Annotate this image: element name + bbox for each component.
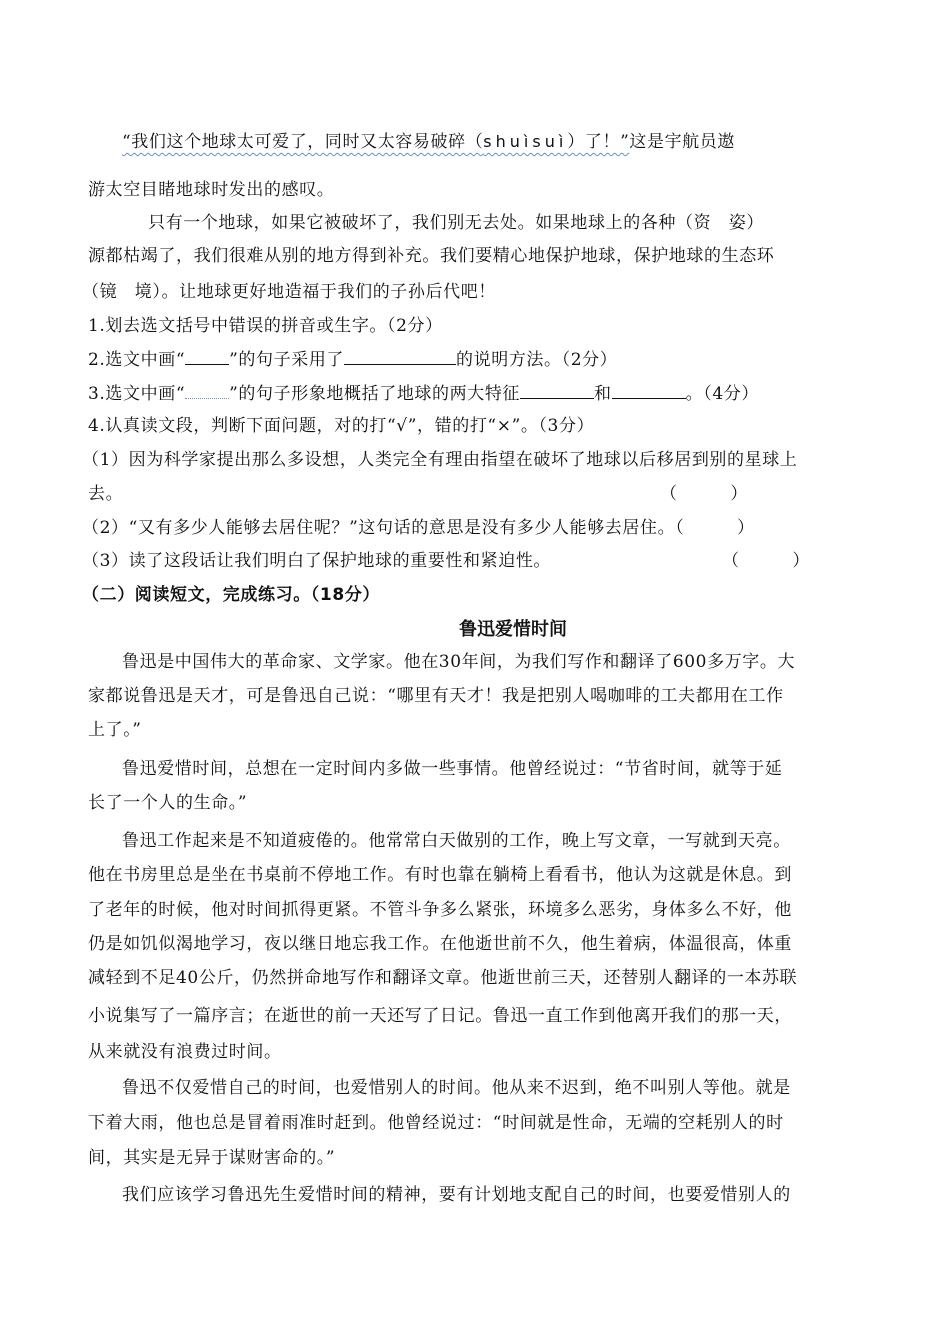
article-p3-l4: 仍是如饥似渴地学习，夜以继日地忘我工作。在他逝世前不久，他生着病，体温很高，体重 [88,934,792,954]
article-p3-l6: 小说集写了一篇序言；在逝世的前一天还写了日记。鲁迅一直工作到他离开我们的那一天， [88,1006,792,1026]
question-3 [88,380,868,406]
sentence-part: ）了！” [567,132,630,152]
q3-text: 3.选文中画“ [88,384,186,404]
passage1-line5: （镜 境）。让地球更好地造福于我们的子孙后代吧！ [82,282,496,302]
article-p3-l5: 减轻到不足40公斤，仍然拼命地写作和翻译文章。他逝世前三天，还替别人翻译的一本苏联 [88,968,798,988]
question-4-3 [82,549,862,573]
section2-heading: （二）阅读短文，完成练习。（18分） [82,585,380,605]
article-p1-l1: 鲁迅是中国伟大的革命家、文学家。他在30年间，为我们写作和翻译了600多万字。大 [122,652,796,672]
question-4: 4.认真读文段，判断下面问题，对的打“√”，错的打“×”。（3分） [88,416,595,436]
article-p2-l2: 长了一个人的生命。” [88,793,248,813]
q4-1-text: 去。 [88,484,124,504]
answer-paren[interactable]: （ ） [675,518,755,538]
answer-blank[interactable] [520,380,594,399]
answer-paren[interactable]: （ ） [722,551,810,571]
passage1-line3: 只有一个地球，如果它被破坏了，我们别无去处。如果地球上的各种（资 姿） [148,213,764,233]
answer-blank[interactable] [344,346,456,365]
article-p4-l3: 间，其实是无异于谋财害命的。” [88,1148,336,1168]
underline-sample [185,346,229,365]
q3-text: 和 [594,384,612,404]
article-p3-l2: 他在书房里总是坐在书桌前不停地工作。有时也靠在躺椅上看看书，他认为这就是休息。到 [88,865,792,885]
article-p5-l1: 我们应该学习鲁迅先生爱惜时间的精神，要有计划地支配自己的时间，也要爱惜别人的 [122,1185,791,1205]
sentence-part: “我们这个地球太可爱了，同时又太容易破碎（ [122,132,484,152]
wavy-underlined-sentence [122,132,629,152]
question-4-1: （1）因为科学家提出那么多设想，人类完全有理由指望在破坏了地球以后移居到别的星球上 [82,450,798,470]
q3-text: ”的句子形象地概括了地球的两大特征 [229,384,521,404]
article-p2-l1: 鲁迅爱惜时间，总想在一定时间内多做一些事情。他曾经说过：“节省时间，就等于延 [122,759,783,779]
q3-text: 。（4分） [685,384,759,404]
passage1-line2: 游太空目睹地球时发出的感叹。 [88,180,335,200]
question-4-1-cont [88,482,868,506]
article-p3-l1: 鲁迅工作起来是不知道疲倦的。他常常白天做别的工作，晚上写文章，一写就到天亮。 [122,831,791,851]
article-p1-l3: 上了。” [88,720,142,740]
q4-2-text: （2）“又有多少人能够去居住呢？”这句话的意思是没有多少人能够去居住。 [82,518,676,538]
question-2 [88,346,868,372]
article-p3-l3: 了老年的时候，他对时间抓得更紧。不管斗争多么紧张，环境多么恶劣，身体多么不好，他 [88,900,792,920]
answer-blank[interactable] [612,380,686,399]
article-p4-l1: 鲁迅不仅爱惜自己的时间，也爱惜别人的时间。他从来不迟到，绝不叫别人等他。就是 [122,1078,791,1098]
q4-3-text: （3）读了这段话让我们明白了保护地球的重要性和紧迫性。 [82,551,552,571]
article-p3-l7: 从来就没有浪费过时间。 [88,1042,282,1062]
question-1: 1.划去选文括号中错误的拼音或生字。（2分） [88,316,443,336]
wavy-underline-sample [185,380,229,399]
q2-text: ”的句子采用了 [229,350,345,370]
sentence-tail: 这是宇航员遨 [629,132,735,152]
article-title: 鲁迅爱惜时间 [459,619,567,640]
pinyin-text: shuìsuì [483,132,568,151]
passage1-line4: 源都枯竭了，我们很难从别的地方得到补充。我们要精心地保护地球，保护地球的生态环 [88,246,775,266]
article-p1-l2: 家都说鲁迅是天才，可是鲁迅自己说：“哪里有天才！我是把别人喝咖啡的工夫都用在工作 [88,686,784,706]
passage1-line1 [122,130,868,154]
q2-text: 的说明方法。（2分） [456,350,618,370]
question-4-2 [82,516,862,540]
article-p4-l2: 下着大雨，他也总是冒着雨准时赶到。他曾经说过：“时间就是性命，无端的空耗别人的时 [88,1113,784,1133]
q2-text: 2.选文中画“ [88,350,186,370]
answer-paren[interactable]: （ ） [660,484,748,504]
